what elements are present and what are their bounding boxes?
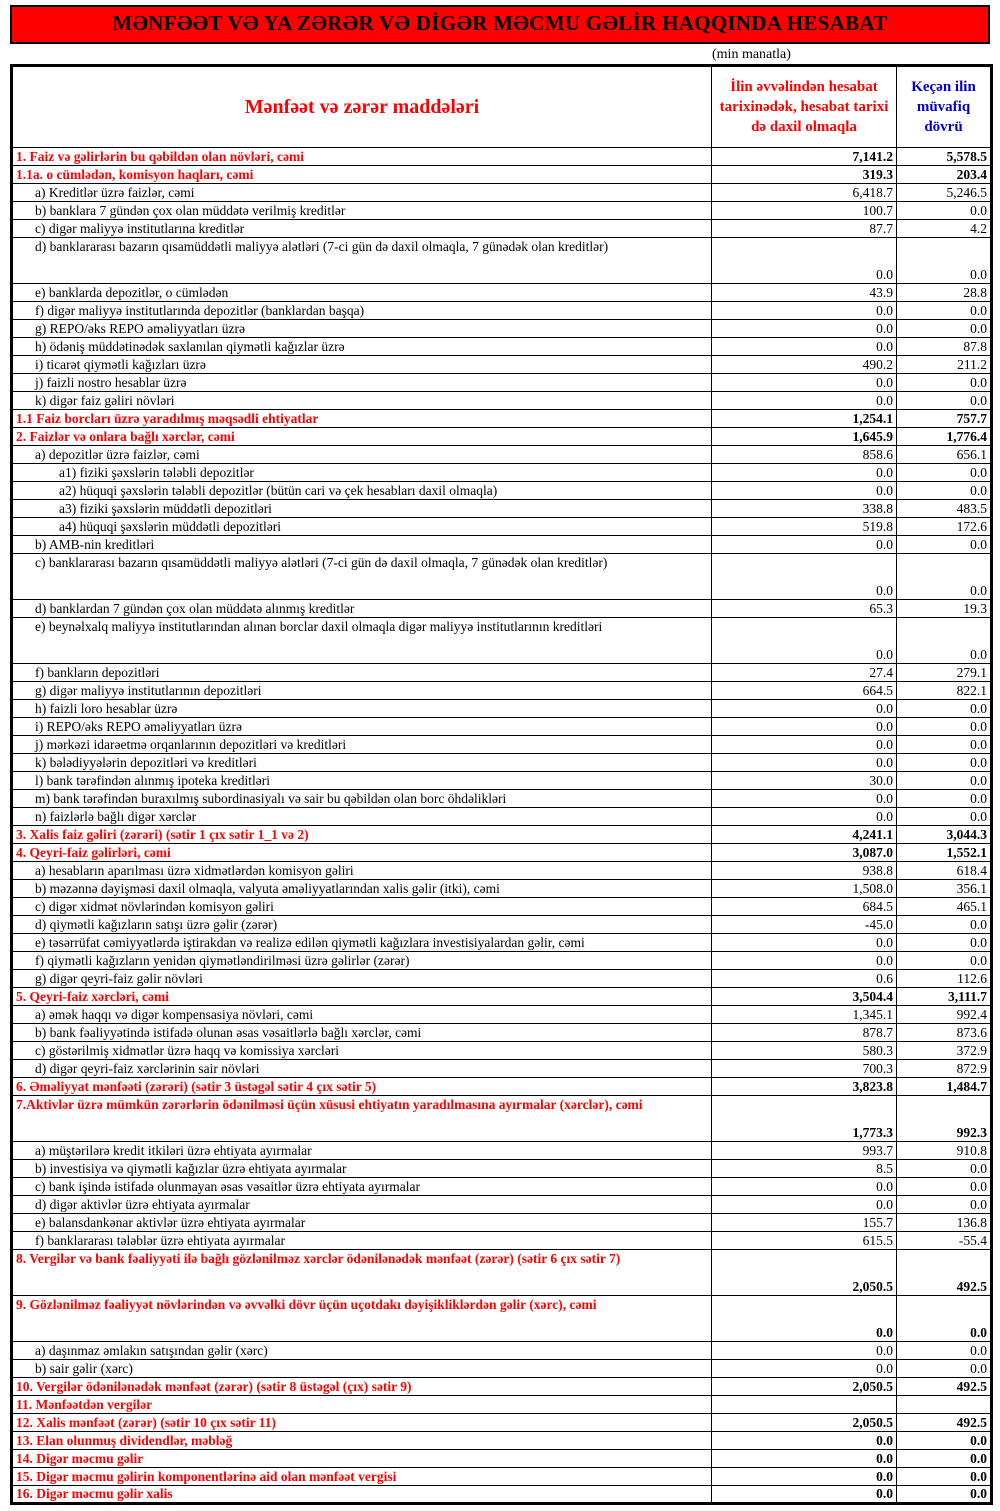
row-label: j) mərkəzi idarəetmə orqanlarının depozitləri və kreditləri xyxy=(12,736,712,754)
row-value-current-period: 0.0 xyxy=(712,700,897,718)
row-value-current-period: 1,508.0 xyxy=(712,880,897,898)
table-row xyxy=(12,1160,992,1178)
row-label: a) daşınmaz əmlakın satışından gəlir (xərc) xyxy=(12,1342,712,1360)
row-value-previous-period: 0.0 xyxy=(897,302,992,320)
row-label: 1.1 Faiz borcları üzrə yaradılmış məqsədli ehtiyatlar xyxy=(12,410,712,428)
row-label: k) bələdiyyələrin depozitləri və kreditləri xyxy=(12,754,712,772)
table-row xyxy=(12,284,992,302)
row-value-current-period: 30.0 xyxy=(712,772,897,790)
row-label: 5. Qeyri-faiz xərcləri, cəmi xyxy=(12,988,712,1006)
row-value-current-period: 0.0 xyxy=(712,338,897,356)
row-value-previous-period: 656.1 xyxy=(897,446,992,464)
row-value-previous-period: 0.0 xyxy=(897,618,992,664)
row-value-previous-period: 0.0 xyxy=(897,320,992,338)
row-value-previous-period: 492.5 xyxy=(897,1250,992,1296)
table-row xyxy=(12,844,992,862)
table-row xyxy=(12,1432,992,1450)
row-value-previous-period: 0.0 xyxy=(897,482,992,500)
row-label: a3) fiziki şəxslərin müddətli depozitləri xyxy=(12,500,712,518)
row-value-current-period: 2,050.5 xyxy=(712,1414,897,1432)
table-row xyxy=(12,772,992,790)
row-value-current-period: 338.8 xyxy=(712,500,897,518)
row-label: a) əmək haqqı və digər kompensasiya növləri, cəmi xyxy=(12,1006,712,1024)
row-label: a) depozitlər üzrə faizlər, cəmi xyxy=(12,446,712,464)
table-row xyxy=(12,700,992,718)
row-value-previous-period: 465.1 xyxy=(897,898,992,916)
row-label: 1. Faiz və gəlirlərin bu qəbildən olan növləri, cəmi xyxy=(12,148,712,166)
row-label: c) bank işində istifadə olunmayan əsas vəsaitlər üzrə ehtiyata ayırmalar xyxy=(12,1178,712,1196)
row-value-previous-period: 5,246.5 xyxy=(897,184,992,202)
table-header-row xyxy=(12,66,992,148)
table-row xyxy=(12,1006,992,1024)
table-row xyxy=(12,1196,992,1214)
row-label: c) digər maliyyə institutlarına kreditlər xyxy=(12,220,712,238)
row-label: 15. Digər məcmu gəlirin komponentlərinə aid olan mənfəət vergisi xyxy=(12,1468,712,1486)
table-row xyxy=(12,1486,992,1504)
row-value-current-period: 0.0 xyxy=(712,482,897,500)
row-value-current-period: 0.0 xyxy=(712,320,897,338)
row-value-current-period: 8.5 xyxy=(712,1160,897,1178)
table-row xyxy=(12,1414,992,1432)
row-value-current-period: 155.7 xyxy=(712,1214,897,1232)
table-row xyxy=(12,1378,992,1396)
row-value-current-period: 938.8 xyxy=(712,862,897,880)
table-row xyxy=(12,862,992,880)
row-value-previous-period: 1,776.4 xyxy=(897,428,992,446)
table-row xyxy=(12,482,992,500)
table-row xyxy=(12,1214,992,1232)
table-row xyxy=(12,410,992,428)
row-label: a1) fiziki şəxslərin tələbli depozitlər xyxy=(12,464,712,482)
row-value-previous-period: 0.0 xyxy=(897,934,992,952)
row-label: h) ödəniş müddətinədək saxlanılan qiymətli kağızlar üzrə xyxy=(12,338,712,356)
row-value-current-period: -45.0 xyxy=(712,916,897,934)
table-row xyxy=(12,338,992,356)
row-value-previous-period: 873.6 xyxy=(897,1024,992,1042)
row-value-previous-period: 0.0 xyxy=(897,754,992,772)
row-value-previous-period: 1,552.1 xyxy=(897,844,992,862)
row-label: d) qiymətli kağızların satışı üzrə gəlir (zərər) xyxy=(12,916,712,934)
row-label: i) REPO/əks REPO əməliyyatları üzrə xyxy=(12,718,712,736)
table-row xyxy=(12,600,992,618)
table-row xyxy=(12,536,992,554)
row-value-previous-period: 0.0 xyxy=(897,790,992,808)
table-row xyxy=(12,554,992,600)
row-label: 8. Vergilər və bank fəaliyyəti ilə bağlı gözlənilməz xərclər ödənilənədək mənfəət (zərər) (sətir 6 çıx sətir 7) xyxy=(12,1250,712,1296)
row-label: c) göstərilmiş xidmətlər üzrə haqq və komissiya xərcləri xyxy=(12,1042,712,1060)
row-value-current-period: 0.0 xyxy=(712,238,897,284)
row-label: e) təsərrüfat cəmiyyətlərdə iştirakdan və realizə edilən qiymətli kağızlara investisiyalardan gəlir, cəmi xyxy=(12,934,712,952)
row-value-previous-period: 0.0 xyxy=(897,952,992,970)
table-row xyxy=(12,934,992,952)
report-table-body xyxy=(12,148,992,1504)
row-value-previous-period: 0.0 xyxy=(897,238,992,284)
table-row xyxy=(12,664,992,682)
row-value-current-period: 3,823.8 xyxy=(712,1078,897,1096)
row-value-previous-period: 822.1 xyxy=(897,682,992,700)
row-value-previous-period: 19.3 xyxy=(897,600,992,618)
row-label: e) banklarda depozitlər, o cümlədən xyxy=(12,284,712,302)
table-row xyxy=(12,880,992,898)
table-row xyxy=(12,1450,992,1468)
row-value-previous-period: 356.1 xyxy=(897,880,992,898)
row-value-current-period xyxy=(712,1396,897,1414)
row-value-current-period: 0.0 xyxy=(712,790,897,808)
row-label: m) bank tərəfindən buraxılmış subordinasiyalı və sair bu qəbildən olan borc öhdəlikləri xyxy=(12,790,712,808)
row-label: d) banklardan 7 gündən çox olan müddətə alınmış kreditlər xyxy=(12,600,712,618)
row-label: h) faizli loro hesablar üzrə xyxy=(12,700,712,718)
col-header-items: Mənfəət və zərər maddələri xyxy=(12,66,712,148)
row-value-previous-period: 0.0 xyxy=(897,464,992,482)
row-value-current-period: 87.7 xyxy=(712,220,897,238)
row-value-previous-period: 0.0 xyxy=(897,1360,992,1378)
row-value-current-period: 0.0 xyxy=(712,1432,897,1450)
row-value-current-period: 319.3 xyxy=(712,166,897,184)
row-value-current-period: 700.3 xyxy=(712,1060,897,1078)
row-label: 1.1a. o cümlədən, komisyon haqları, cəmi xyxy=(12,166,712,184)
row-value-previous-period: 0.0 xyxy=(897,374,992,392)
table-row xyxy=(12,988,992,1006)
row-label: a) hesabların aparılması üzrə xidmətlərdən komisyon gəliri xyxy=(12,862,712,880)
row-value-previous-period: 5,578.5 xyxy=(897,148,992,166)
row-value-current-period: 0.0 xyxy=(712,754,897,772)
row-value-previous-period: 1,484.7 xyxy=(897,1078,992,1096)
table-row xyxy=(12,736,992,754)
row-label: j) faizli nostro hesablar üzrə xyxy=(12,374,712,392)
row-value-current-period: 0.0 xyxy=(712,934,897,952)
row-label: d) digər aktivlər üzrə ehtiyata ayırmalar xyxy=(12,1196,712,1214)
table-row xyxy=(12,1042,992,1060)
table-row xyxy=(12,184,992,202)
row-value-current-period: 664.5 xyxy=(712,682,897,700)
row-value-current-period: 0.0 xyxy=(712,618,897,664)
table-row xyxy=(12,1178,992,1196)
row-value-previous-period: 0.0 xyxy=(897,1486,992,1504)
row-value-current-period: 0.0 xyxy=(712,374,897,392)
row-label: 9. Gözlənilməz fəaliyyət növlərindən və əvvəlki dövr üçün uçotdakı dəyişikliklərdən gəlir (xərc), cəmi xyxy=(12,1296,712,1342)
col-header-current-period: İlin əvvəlindən hesabat tarixinədək, hesabat tarixi də daxil olmaqla xyxy=(712,66,897,148)
table-row xyxy=(12,1342,992,1360)
row-value-current-period: 0.0 xyxy=(712,536,897,554)
row-value-previous-period: 211.2 xyxy=(897,356,992,374)
row-value-previous-period: 0.0 xyxy=(897,1196,992,1214)
row-value-current-period: 2,050.5 xyxy=(712,1378,897,1396)
table-row xyxy=(12,1024,992,1042)
table-row xyxy=(12,392,992,410)
row-label: 13. Elan olunmuş dividendlər, məbləğ xyxy=(12,1432,712,1450)
row-value-current-period: 0.6 xyxy=(712,970,897,988)
table-row xyxy=(12,446,992,464)
table-row xyxy=(12,790,992,808)
row-value-current-period: 0.0 xyxy=(712,1196,897,1214)
row-value-previous-period: 4.2 xyxy=(897,220,992,238)
row-value-current-period: 615.5 xyxy=(712,1232,897,1250)
row-value-previous-period: 136.8 xyxy=(897,1214,992,1232)
row-value-previous-period: 0.0 xyxy=(897,1450,992,1468)
table-row xyxy=(12,898,992,916)
table-row xyxy=(12,374,992,392)
row-value-previous-period: 492.5 xyxy=(897,1414,992,1432)
row-value-current-period: 0.0 xyxy=(712,302,897,320)
table-row xyxy=(12,356,992,374)
row-value-current-period: 6,418.7 xyxy=(712,184,897,202)
row-value-previous-period: 910.8 xyxy=(897,1142,992,1160)
table-row xyxy=(12,1142,992,1160)
row-value-current-period: 0.0 xyxy=(712,736,897,754)
row-label: 2. Faizlər və onlara bağlı xərclər, cəmi xyxy=(12,428,712,446)
row-value-current-period: 684.5 xyxy=(712,898,897,916)
row-value-previous-period: 3,111.7 xyxy=(897,988,992,1006)
table-row xyxy=(12,320,992,338)
row-value-current-period: 27.4 xyxy=(712,664,897,682)
row-value-current-period: 65.3 xyxy=(712,600,897,618)
row-value-previous-period: 28.8 xyxy=(897,284,992,302)
row-value-previous-period: 87.8 xyxy=(897,338,992,356)
row-value-previous-period: 992.4 xyxy=(897,1006,992,1024)
row-label: f) banklararası tələblər üzrə ehtiyata ayırmalar xyxy=(12,1232,712,1250)
row-value-current-period: 0.0 xyxy=(712,1450,897,1468)
row-label: g) digər qeyri-faiz gəlir növləri xyxy=(12,970,712,988)
row-value-previous-period: 0.0 xyxy=(897,392,992,410)
table-row xyxy=(12,166,992,184)
row-value-current-period: 1,345.1 xyxy=(712,1006,897,1024)
row-label: a4) hüquqi şəxslərin müddətli depozitləri xyxy=(12,518,712,536)
table-row xyxy=(12,916,992,934)
table-row xyxy=(12,754,992,772)
row-label: 3. Xalis faiz gəliri (zərəri) (sətir 1 çıx sətir 1_1 və 2) xyxy=(12,826,712,844)
table-row xyxy=(12,618,992,664)
row-value-current-period: 3,087.0 xyxy=(712,844,897,862)
table-row xyxy=(12,1468,992,1486)
row-value-previous-period: 992.3 xyxy=(897,1096,992,1142)
row-value-previous-period: 0.0 xyxy=(897,1178,992,1196)
table-row xyxy=(12,952,992,970)
row-label: d) digər qeyri-faiz xərclərinin sair növləri xyxy=(12,1060,712,1078)
row-value-current-period: 519.8 xyxy=(712,518,897,536)
row-label: c) banklararası bazarın qısamüddətli maliyyə alətləri (7-ci gün də daxil olmaqla, 7 günədək olan kreditlər) xyxy=(12,554,712,600)
row-label: c) digər xidmət növlərindən komisyon gəliri xyxy=(12,898,712,916)
row-value-current-period: 0.0 xyxy=(712,1486,897,1504)
table-row xyxy=(12,826,992,844)
row-label: a2) hüquqi şəxslərin tələbli depozitlər (bütün cari və çek hesabları daxil olmaqla) xyxy=(12,482,712,500)
row-label: 12. Xalis mənfəət (zərər) (sətir 10 çıx sətir 11) xyxy=(12,1414,712,1432)
row-value-previous-period: 112.6 xyxy=(897,970,992,988)
row-value-previous-period: 203.4 xyxy=(897,166,992,184)
table-row xyxy=(12,302,992,320)
row-label: a) müştərilərə kredit itkiləri üzrə ehtiyata ayırmalar xyxy=(12,1142,712,1160)
row-value-current-period: 43.9 xyxy=(712,284,897,302)
row-value-current-period: 0.0 xyxy=(712,1178,897,1196)
row-label: k) digər faiz gəliri növləri xyxy=(12,392,712,410)
row-value-previous-period: 0.0 xyxy=(897,554,992,600)
row-value-current-period: 1,254.1 xyxy=(712,410,897,428)
table-row xyxy=(12,1296,992,1342)
row-label: f) qiymətli kağızların yenidən qiymətləndirilməsi üzrə gəlirlər (zərər) xyxy=(12,952,712,970)
row-label: e) beynəlxalq maliyyə institutlarından alınan borclar daxil olmaqla digər maliyyə institutlarının kreditləri xyxy=(12,618,712,664)
row-label: g) REPO/əks REPO əməliyyatları üzrə xyxy=(12,320,712,338)
unit-note xyxy=(10,47,990,63)
table-row xyxy=(12,682,992,700)
row-value-current-period: 580.3 xyxy=(712,1042,897,1060)
row-value-previous-period: 279.1 xyxy=(897,664,992,682)
table-row xyxy=(12,428,992,446)
row-value-previous-period: 0.0 xyxy=(897,1160,992,1178)
table-row xyxy=(12,202,992,220)
row-value-current-period: 0.0 xyxy=(712,554,897,600)
row-value-current-period: 1,645.9 xyxy=(712,428,897,446)
row-label: f) digər maliyyə institutlarında depozitlər (banklardan başqa) xyxy=(12,302,712,320)
table-row xyxy=(12,500,992,518)
row-label: 11. Mənfəətdən vergilər xyxy=(12,1396,712,1414)
row-label: i) ticarət qiymətli kağızları üzrə xyxy=(12,356,712,374)
table-row xyxy=(12,718,992,736)
report-title: MƏNFƏƏT VƏ YA ZƏRƏR VƏ DİGƏR MƏCMU GƏLİR HAQQINDA HESABAT xyxy=(10,5,990,44)
row-value-previous-period: 0.0 xyxy=(897,736,992,754)
row-value-current-period: 490.2 xyxy=(712,356,897,374)
row-value-current-period: 3,504.4 xyxy=(712,988,897,1006)
table-row xyxy=(12,1360,992,1378)
row-value-previous-period: 483.5 xyxy=(897,500,992,518)
row-value-current-period: 0.0 xyxy=(712,1342,897,1360)
row-value-current-period: 0.0 xyxy=(712,1296,897,1342)
row-value-previous-period: 0.0 xyxy=(897,202,992,220)
row-value-previous-period: 0.0 xyxy=(897,536,992,554)
row-value-previous-period: 0.0 xyxy=(897,916,992,934)
row-value-previous-period: 492.5 xyxy=(897,1378,992,1396)
row-value-current-period: 0.0 xyxy=(712,1360,897,1378)
row-value-previous-period: 0.0 xyxy=(897,718,992,736)
col-header-previous-period: Keçən ilin müvafiq dövrü xyxy=(897,66,992,148)
unit-note-text: (min manatla) xyxy=(712,47,791,62)
table-row xyxy=(12,220,992,238)
row-value-previous-period xyxy=(897,1396,992,1414)
row-value-current-period: 858.6 xyxy=(712,446,897,464)
row-value-previous-period: 172.6 xyxy=(897,518,992,536)
row-value-current-period: 0.0 xyxy=(712,718,897,736)
table-row xyxy=(12,1232,992,1250)
row-value-previous-period: 757.7 xyxy=(897,410,992,428)
row-value-current-period: 7,141.2 xyxy=(712,148,897,166)
table-row xyxy=(12,148,992,166)
row-label: 16. Digər məcmu gəlir xalis xyxy=(12,1486,712,1504)
table-row xyxy=(12,970,992,988)
row-value-previous-period: 0.0 xyxy=(897,1296,992,1342)
row-value-current-period: 4,241.1 xyxy=(712,826,897,844)
table-row xyxy=(12,518,992,536)
table-row xyxy=(12,1396,992,1414)
row-label: n) faizlərlə bağlı digər xərclər xyxy=(12,808,712,826)
row-value-previous-period: -55.4 xyxy=(897,1232,992,1250)
row-value-current-period: 0.0 xyxy=(712,464,897,482)
row-value-current-period: 0.0 xyxy=(712,952,897,970)
row-label: b) sair gəlir (xərc) xyxy=(12,1360,712,1378)
row-label: l) bank tərəfindən alınmış ipoteka kreditləri xyxy=(12,772,712,790)
table-row xyxy=(12,1096,992,1142)
row-value-current-period: 1,773.3 xyxy=(712,1096,897,1142)
row-value-previous-period: 618.4 xyxy=(897,862,992,880)
row-label: b) banklara 7 gündən çox olan müddətə verilmiş kreditlər xyxy=(12,202,712,220)
table-row xyxy=(12,808,992,826)
row-label: e) balansdankənar aktivlər üzrə ehtiyata ayırmalar xyxy=(12,1214,712,1232)
row-label: 14. Digər məcmu gəlir xyxy=(12,1450,712,1468)
row-label: b) məzənnə dəyişməsi daxil olmaqla, valyuta əməliyyatlarından xalis gəlir (itki), cəmi xyxy=(12,880,712,898)
row-label: b) bank fəaliyyətində istifadə olunan əsas vəsaitlərlə bağlı xərclər, cəmi xyxy=(12,1024,712,1042)
row-value-previous-period: 0.0 xyxy=(897,772,992,790)
row-value-previous-period: 3,044.3 xyxy=(897,826,992,844)
row-label: a) Kreditlər üzrə faizlər, cəmi xyxy=(12,184,712,202)
row-label: b) investisiya və qiymətli kağızlar üzrə ehtiyata ayırmalar xyxy=(12,1160,712,1178)
row-label: 4. Qeyri-faiz gəlirləri, cəmi xyxy=(12,844,712,862)
row-value-previous-period: 0.0 xyxy=(897,700,992,718)
row-value-current-period: 2,050.5 xyxy=(712,1250,897,1296)
row-label: g) digər maliyyə institutlarının depozitləri xyxy=(12,682,712,700)
row-label: d) banklararası bazarın qısamüddətli maliyyə alətləri (7-ci gün də daxil olmaqla, 7 günədək olan kreditlər) xyxy=(12,238,712,284)
row-value-previous-period: 0.0 xyxy=(897,1468,992,1486)
row-label: 10. Vergilər ödənilənədək mənfəət (zərər) (sətir 8 üstəgəl (çıx) sətir 9) xyxy=(12,1378,712,1396)
row-value-previous-period: 872.9 xyxy=(897,1060,992,1078)
table-row xyxy=(12,1078,992,1096)
profit-loss-table xyxy=(10,64,993,1505)
row-value-previous-period: 0.0 xyxy=(897,1342,992,1360)
row-value-current-period: 0.0 xyxy=(712,808,897,826)
row-label: 7.Aktivlər üzrə mümkün zərərlərin ödənilməsi üçün xüsusi ehtiyatın yaradılmasına ayırmalar (xərclər), cəmi xyxy=(12,1096,712,1142)
row-value-previous-period: 372.9 xyxy=(897,1042,992,1060)
table-row xyxy=(12,1060,992,1078)
row-label: b) AMB-nin kreditləri xyxy=(12,536,712,554)
row-value-previous-period: 0.0 xyxy=(897,1432,992,1450)
row-value-previous-period: 0.0 xyxy=(897,808,992,826)
table-row xyxy=(12,1250,992,1296)
row-value-current-period: 993.7 xyxy=(712,1142,897,1160)
row-value-current-period: 0.0 xyxy=(712,392,897,410)
row-value-current-period: 100.7 xyxy=(712,202,897,220)
row-value-current-period: 878.7 xyxy=(712,1024,897,1042)
table-row xyxy=(12,464,992,482)
row-label: f) bankların depozitləri xyxy=(12,664,712,682)
row-label: 6. Əməliyyat mənfəəti (zərəri) (sətir 3 üstəgəl sətir 4 çıx sətir 5) xyxy=(12,1078,712,1096)
table-row xyxy=(12,238,992,284)
row-value-current-period: 0.0 xyxy=(712,1468,897,1486)
